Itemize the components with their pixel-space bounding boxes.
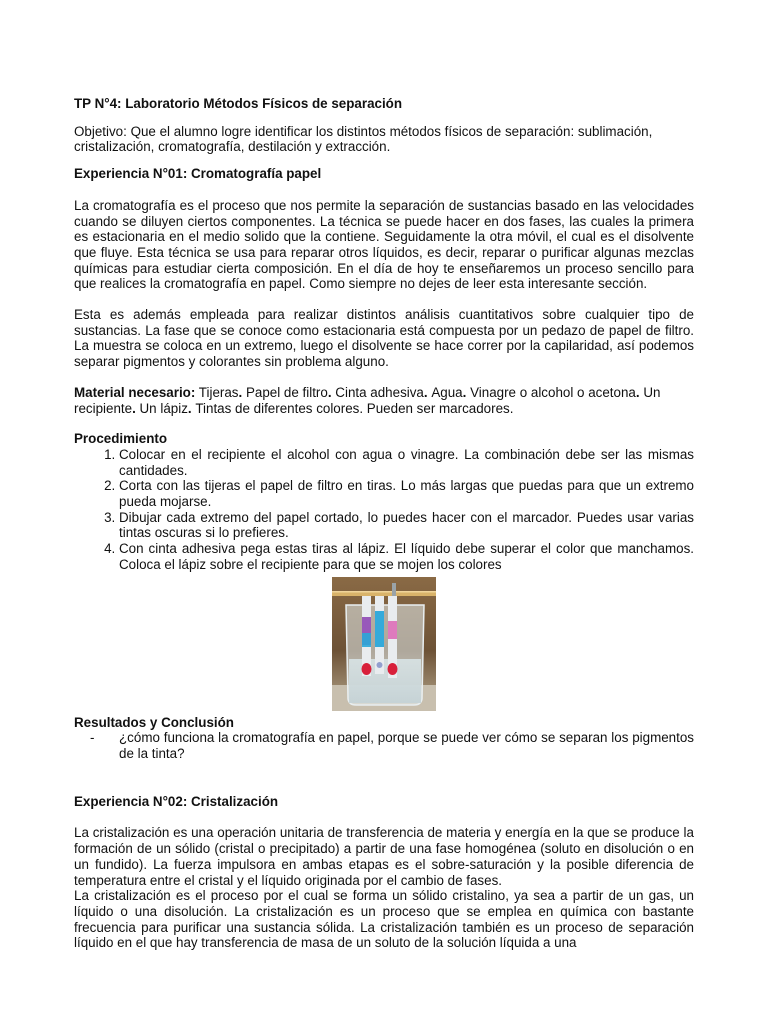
- procedure-heading: Procedimiento: [74, 431, 168, 447]
- exp2-paragraph-2: La cristalización es el proceso por el cual se forma un sólido cristalino, ya sea a partir de un gas, un líquido o una disolución. La cristalización es un proceso que se emplea en química con bastante frecuencia para purificar una sustancia sólida. La cristalización también es un proceso de separación líquido en el que hay transferencia de masa de un soluto de la solución líquida a una: [74, 888, 694, 951]
- exp1-heading: Experiencia N°01: Cromatografía papel: [74, 166, 322, 182]
- chromatography-photo: [332, 577, 436, 711]
- exp2-paragraph-1: La cristalización es una operación unitaria de transferencia de materia y energía en la que se produce la formación de un sólido (cristal o precipitado) a partir de una fase homogénea (soluto en disolución o en un fundido). La fuerza impulsora en ambas etapas es el sobre-saturación y la posible diferencia de temperatura entre el cristal y el líquido originada por el cambio de fases.: [74, 825, 694, 888]
- procedure-step: 1. Colocar en el recipiente el alcohol con agua o vinagre. La combinación debe ser las mismas cantidades.: [119, 447, 694, 478]
- objective-paragraph: Objetivo: Que el alumno logre identificar los distintos métodos físicos de separación: sublimación, cristalización, cromatografía, destilación y extracción.: [74, 123, 653, 155]
- document-title: TP N°4: Laboratorio Métodos Físicos de separación: [74, 96, 403, 111]
- results-heading: Resultados y Conclusión: [74, 714, 234, 730]
- procedure-step: 4. Con cinta adhesiva pega estas tiras al lápiz. El líquido debe superar el color que manchamos. Coloca el lápiz sobre el recipiente para que se mojen los colores: [119, 541, 694, 572]
- exp1-paragraph-2: Esta es además empleada para realizar distintos análisis cuantitativos sobre cualquier tipo de sustancias. La fase que se conoce como estacionaria está compuesta por un pedazo de papel de filtro. La muestra se coloca en un extremo, luego el disolvente se hace correr por la capilaridad, así podemos separar pigmentos y colorantes sin problema alguno.: [74, 307, 694, 370]
- results-list: [74, 730, 694, 761]
- document-content: [74, 96, 694, 951]
- procedure-step: 3. Dibujar cada extremo del papel cortado, lo puedes hacer con el marcador. Puedes usar varias tintas oscuras si lo prefieres.: [119, 510, 694, 541]
- procedure-list: [74, 447, 694, 573]
- materials-paragraph: Material necesario: Tijeras. Papel de filtro. Cinta adhesiva. Agua. Vinagre o alcohol o acetona. Un recipiente. Un lápiz. Tintas de diferentes colores. Pueden ser marcadores.: [74, 384, 661, 416]
- procedure-step: 2. Corta con las tijeras el papel de filtro en tiras. Lo más largas que puedas para que un extremo pueda mojarse.: [119, 478, 694, 509]
- materials-label: Material necesario:: [74, 384, 196, 400]
- exp2-heading: Experiencia N°02: Cristalización: [74, 793, 279, 809]
- exp1-paragraph-1: La cromatografía es el proceso que nos permite la separación de sustancias basado en las velocidades cuando se diluyen ciertos componentes. La técnica se puede hacer en dos fases, las cuales la primera es estacionaria en el medio solido que la contiene. Seguidamente la otra móvil, el cual es el disolvente que fluye. Esta técnica se usa para reparar otros líquidos, es decir, reparar o purificar algunas mezclas químicas para estudiar cierta composición. En el día de hoy te enseñaremos un proceso sencillo para que realices la cromatografía en papel. Como siempre no dejes de leer esta interesante sección.: [74, 197, 694, 292]
- chromatography-illustration: [332, 577, 436, 711]
- results-item: - ¿cómo funciona la cromatografía en papel, porque se puede ver cómo se separan los pigmentos de la tinta?: [119, 730, 694, 761]
